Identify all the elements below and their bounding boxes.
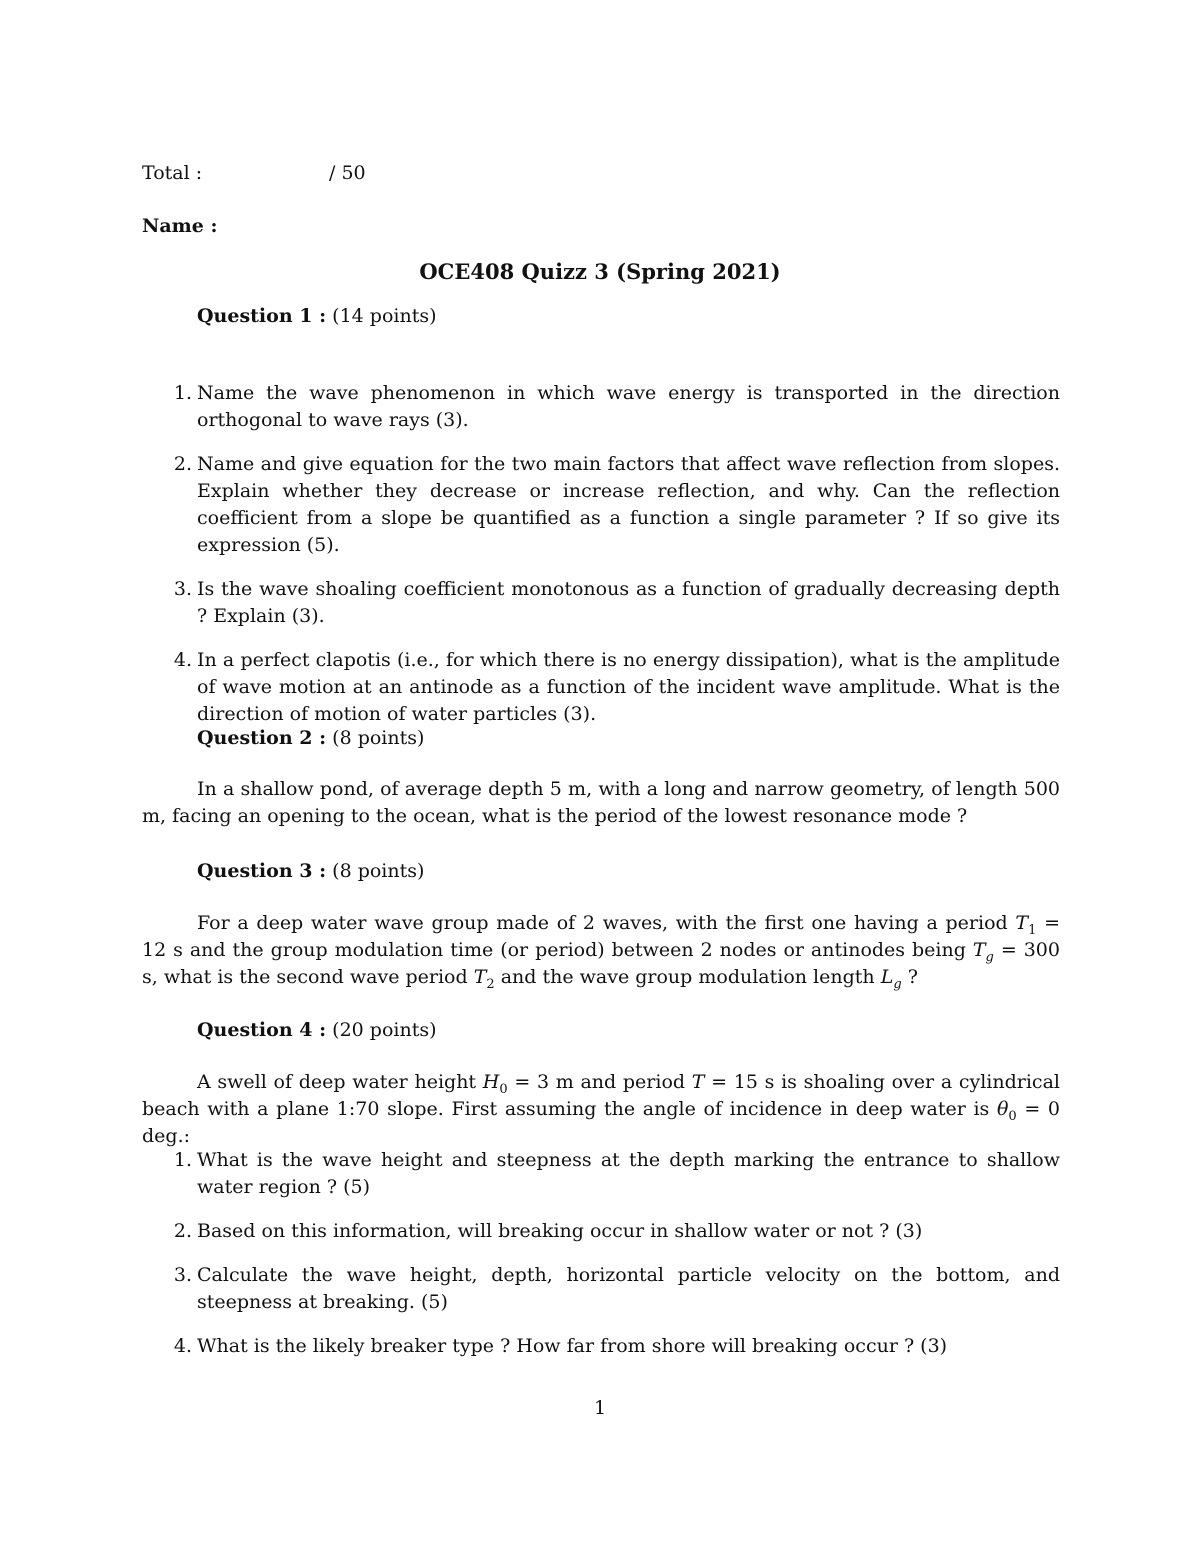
q4-list: [142, 1147, 1060, 1377]
var-T: T: [691, 1071, 705, 1093]
item-number: 4.: [173, 1335, 192, 1357]
q3-heading: [197, 858, 424, 885]
q4-heading: [197, 1017, 437, 1044]
q3-text-4: and the wave group modulation length: [500, 966, 875, 988]
list-item: [142, 576, 1060, 630]
q2-points: (8 points): [332, 727, 425, 749]
item-text: Name the wave phenomenon in which wave energy is transported in the direction orthogonal to wave rays (3).: [197, 382, 1060, 431]
item-number: 2.: [173, 1220, 192, 1242]
item-text: Based on this information, will breaking occur in shallow water or not ? (3): [197, 1220, 923, 1242]
q3-text-5: ?: [907, 966, 918, 988]
list-item: [142, 451, 1060, 559]
total-score: / 50: [329, 162, 366, 184]
var-theta0: θ: [996, 1098, 1009, 1120]
item-number: 1.: [173, 1149, 192, 1171]
item-number: 3.: [173, 578, 192, 600]
item-text: In a perfect clapotis (i.e., for which there is no energy dissipation), what is the amplitude of wave motion at an antinode as a function of the incident wave amplitude. What is the direction of motion of water particles (3).: [197, 649, 1060, 725]
item-text: Is the wave shoaling coefficient monotonous as a function of gradually decreasing depth ? Explain (3).: [197, 578, 1060, 627]
list-item: [142, 647, 1060, 728]
q3-points: (8 points): [332, 860, 425, 882]
var-T1: T: [1015, 912, 1029, 934]
item-text: Name and give equation for the two main factors that affect wave reflection from slopes. Explain whether they decrease or increase reflection, and why. Can the reflection coefficient from a slope be quantified as a function a single parameter ? If so give its expression (5).: [197, 453, 1060, 556]
item-number: 3.: [173, 1264, 192, 1286]
q3-label: Question 3 :: [197, 860, 327, 882]
var-Tg-sub: g: [985, 949, 994, 965]
var-H0: H: [482, 1071, 500, 1093]
item-number: 4.: [173, 649, 192, 671]
q3-text-3: = 300 s, what is the second wave period: [142, 939, 1060, 988]
q1-points: (14 points): [332, 305, 437, 327]
item-number: 2.: [173, 453, 192, 475]
page-number: 1: [593, 1397, 607, 1419]
q2-heading: [197, 725, 424, 752]
var-Lg: L: [880, 966, 894, 988]
item-text: What is the likely breaker type ? How far from shore will breaking occur ? (3): [197, 1335, 948, 1357]
q4-text-4: = 0 deg.:: [142, 1098, 1060, 1147]
var-H0-sub: 0: [499, 1081, 508, 1097]
q2-body: In a shallow pond, of average depth 5 m, with a long and narrow geometry, of length 500 m, facing an opening to the ocean, what is the period of the lowest resonance mode ?: [142, 778, 1060, 827]
list-item: [142, 1333, 1060, 1360]
var-T2-sub: 2: [486, 976, 495, 992]
list-item: [142, 1262, 1060, 1316]
list-item: [142, 1218, 1060, 1245]
total-label: Total :: [142, 162, 203, 184]
item-text: What is the wave height and steepness at the depth marking the entrance to shallow water region ? (5): [197, 1149, 1060, 1198]
page-title: OCE408 Quizz 3 (Spring 2021): [419, 259, 781, 284]
q4-label: Question 4 :: [197, 1019, 327, 1041]
q2-text: [142, 776, 1060, 830]
q1-label: Question 1 :: [197, 305, 327, 327]
list-item: [142, 1147, 1060, 1201]
q2-label: Question 2 :: [197, 727, 327, 749]
q4-text-1: A swell of deep water height: [197, 1071, 477, 1093]
q3-text-1: For a deep water wave group made of 2 waves, with the first one having a period: [197, 912, 1008, 934]
var-T1-sub: 1: [1028, 922, 1037, 938]
list-item: [142, 380, 1060, 434]
q3-text: [142, 910, 1060, 991]
q3-text-2: = 12 s and the group modulation time (or period) between 2 nodes or antinodes being: [142, 912, 1060, 961]
item-number: 1.: [173, 382, 192, 404]
q1-heading: [197, 303, 437, 330]
q1-list: [142, 380, 1060, 745]
var-T2: T: [473, 966, 487, 988]
q4-text: [142, 1069, 1060, 1150]
var-theta0-sub: 0: [1008, 1108, 1017, 1124]
q4-text-2: = 3 m and period: [514, 1071, 686, 1093]
q4-points: (20 points): [332, 1019, 437, 1041]
q4-text-3: = 15 s is shoaling over a cylindrical beach with a plane 1:70 slope. First assuming the angle of incidence in deep water is: [142, 1071, 1060, 1120]
item-text: Calculate the wave height, depth, horizontal particle velocity on the bottom, and steepness at breaking. (5): [197, 1264, 1060, 1313]
var-Tg: T: [972, 939, 986, 961]
var-Lg-sub: g: [893, 976, 902, 992]
name-label: Name :: [142, 215, 218, 237]
